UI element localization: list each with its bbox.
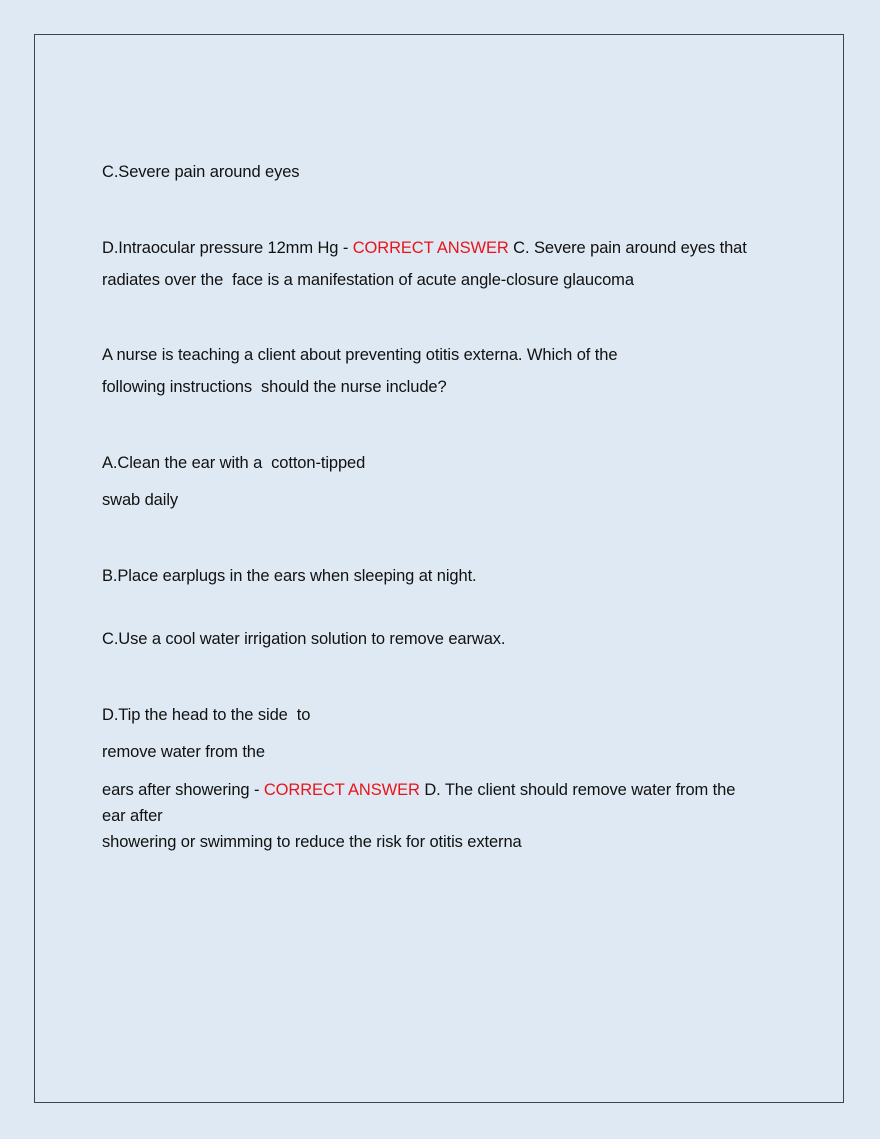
answer-option-b <box>102 567 477 586</box>
answer-option-d2-cont <box>102 743 265 762</box>
rationale-line <box>102 271 634 290</box>
text: swab daily <box>102 491 179 509</box>
text: A nurse is teaching a client about preventing otitis externa. Which of the <box>102 346 618 364</box>
answer-option-d2-correct <box>102 781 735 800</box>
text: B.Place earplugs in the ears when sleeping at night. <box>102 567 477 585</box>
answer-option-c <box>102 163 299 182</box>
text: C.Severe pain around eyes <box>102 163 300 181</box>
text: following instructions should the nurse include? <box>102 378 447 396</box>
question-text <box>102 346 617 365</box>
answer-option-d2 <box>102 706 310 725</box>
text: ear after <box>102 807 163 825</box>
text: showering or swimming to reduce the risk for otitis externa <box>102 833 522 851</box>
rationale-line <box>102 807 163 826</box>
answer-option-a <box>102 454 365 473</box>
correct-answer-label: CORRECT ANSWER <box>352 239 509 257</box>
text: A.Clean the ear with a cotton-tipped <box>102 454 366 472</box>
answer-option-d <box>102 239 747 258</box>
text: radiates over the face is a manifestation of acute angle-closure glaucoma <box>102 271 634 289</box>
text: remove water from the <box>102 743 265 761</box>
text: D.Intraocular pressure 12mm Hg - <box>102 239 353 257</box>
text: D. The client should remove water from the <box>419 781 736 799</box>
text: ears after showering - <box>102 781 264 799</box>
answer-option-a-cont <box>102 491 178 510</box>
text: C.Use a cool water irrigation solution to remove earwax. <box>102 630 506 648</box>
correct-answer-label: CORRECT ANSWER <box>263 781 420 799</box>
rationale-line <box>102 833 522 852</box>
question-text-cont <box>102 378 447 397</box>
answer-option-c2 <box>102 630 505 649</box>
text: D.Tip the head to the side to <box>102 706 311 724</box>
text: C. Severe pain around eyes that <box>508 239 747 257</box>
